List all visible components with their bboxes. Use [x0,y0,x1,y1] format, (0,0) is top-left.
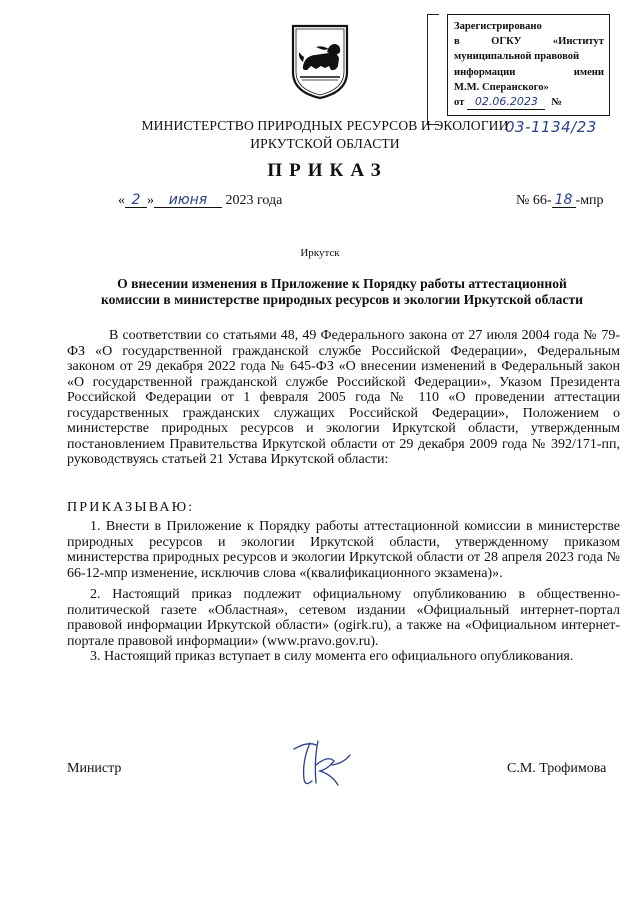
date-month: июня [154,193,222,208]
stamp-corner-mark-top [427,14,439,15]
order-title: ПРИКАЗ [267,160,388,181]
stamp-date: 02.06.2023 [467,95,545,110]
order-item-3: 3. Настоящий приказ вступает в силу момента его официального опубликования. [90,649,574,665]
order-items [67,519,620,665]
preamble: В соответствии со статьями 48, 49 Федерального закона от 27 июля 2004 года № 79-ФЗ «О государственной гражданской службе Российской Федерации», Федеральным законом от 29 декабря 2022 года № 645-ФЗ «О внесении изменений в Федеральный закон «О государственной гражданской службе Российской Федерации», Указом Президента Российской Федерации от 1 февраля 2005 года № 110 «О проведении аттестации государственных гражданских служащих Российской Федерации», Положением о министерстве природных ресурсов и экологии Иркутской области, утвержденным постановлением Правительства Иркутской области от 29 декабря 2009 года № 392/171-пп, руководствуясь статьей 21 Устава Иркутской области: [67,328,620,468]
coat-of-arms-icon [289,22,351,100]
registration-stamp [447,14,610,116]
signatory-name: С.М. Трофимова [507,761,607,776]
signatory-position: Министр [67,761,122,776]
order-number: № 66- 18 -мпр [516,192,604,208]
city: Иркутск [300,247,340,259]
stamp-line-1: Зарегистрировано [454,21,542,32]
order-subject: О внесении изменения в Приложение к Порядку работы аттестационной комиссии в министерстве природных ресурсов и экологии Иркутской области [101,276,583,307]
orders-word: ПРИКАЗЫВАЮ: [67,500,195,515]
stamp-corner-mark [427,14,440,124]
stamp-line-3: муниципальной правовой [454,51,580,63]
ministry-region: ИРКУТСКОЙ ОБЛАСТИ [250,136,400,151]
registration-number: 03-1134/23 [505,118,597,136]
order-number-value: 18 [552,193,576,208]
date-day: 2 [125,193,147,208]
order-item-1: 1. Внести в Приложение к Порядку работы аттестационной комиссии в министерстве природных ресурсов и экологии Иркутской области, утвержденному приказом министерства природных ресурсов и экологии Иркутской области от 28 апреля 2023 года № 66-12-мпр изменение, исключив слова «(квалификационного экзамена)». [67,519,620,581]
ministry-name: МИНИСТЕРСТВО ПРИРОДНЫХ РЕСУРСОВ И ЭКОЛОГИИ [141,118,509,133]
order-date: « 2 » июня 2023 года [118,192,283,208]
stamp-line-2: в ОГКУ «Институт [454,36,604,48]
handwritten-signature [288,735,368,791]
order-item-2: 2. Настоящий приказ подлежит официальному опубликованию в общественно-политической газете «Областная», сетевом издании «Официальный интернет-портал правовой информации Иркутской области» (ogirk.ru), а также на «Официальном интернет-портале правовой информации» (www.pravo.gov.ru). [67,587,620,649]
stamp-line-6: от 02.06.2023 № [454,95,604,110]
stamp-line-5: М.М. Сперанского» [454,81,549,93]
stamp-line-4: информации имени [454,66,604,78]
